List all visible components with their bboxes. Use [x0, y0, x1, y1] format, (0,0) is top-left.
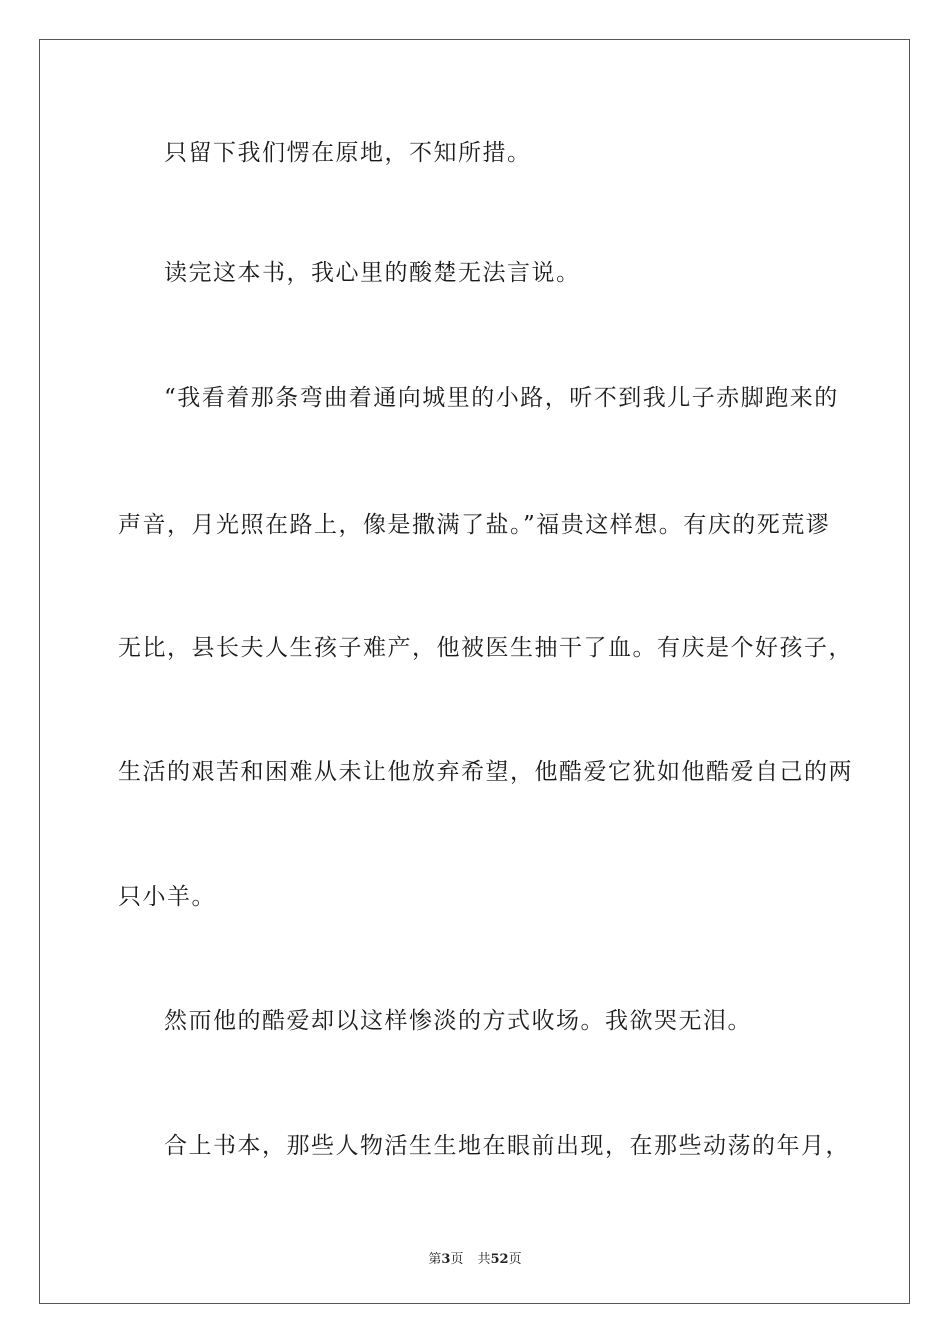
paragraph-line: “我看着那条弯曲着通向城里的小路，听不到我儿子赤脚跑来的	[164, 385, 839, 411]
total-suffix: 页	[508, 1252, 522, 1267]
total-prefix: 共	[477, 1252, 491, 1267]
paragraph-line: 无比，县长夫人生孩子难产，他被医生抽干了血。有庆是个好孩子，	[118, 635, 853, 661]
page-footer	[0, 1248, 950, 1267]
page-suffix: 页	[450, 1252, 464, 1267]
paragraph-line: 只小羊。	[118, 884, 216, 910]
page-number: 3	[441, 1252, 451, 1267]
total-pages: 52	[490, 1252, 509, 1267]
paragraph-line: 声音，月光照在路上，像是撒满了盐。”福贵这样想。有庆的死荒谬	[118, 512, 831, 538]
paragraph-line: 合上书本，那些人物活生生地在眼前出现，在那些动荡的年月，	[164, 1133, 850, 1159]
page-prefix: 第	[428, 1252, 442, 1267]
paragraph-line: 然而他的酷爱却以这样惨淡的方式收场。我欲哭无泪。	[164, 1008, 752, 1034]
paragraph-line: 读完这本书，我心里的酸楚无法言说。	[164, 260, 581, 286]
paragraph-line: 生活的艰苦和困难从未让他放弃希望，他酷爱它犹如他酷爱自己的两	[118, 759, 853, 785]
page-border	[39, 39, 910, 1304]
paragraph-line: 只留下我们愣在原地，不知所措。	[164, 140, 532, 166]
